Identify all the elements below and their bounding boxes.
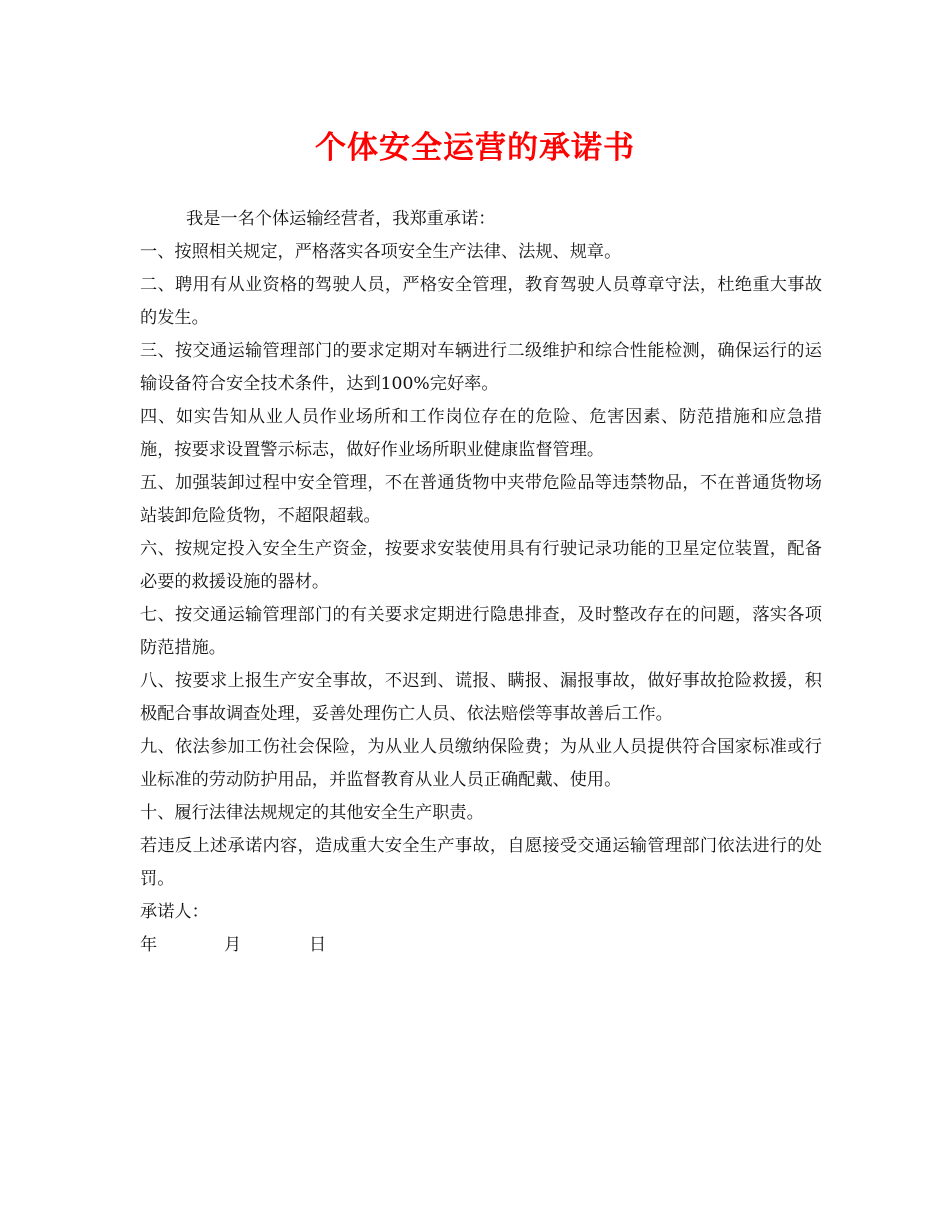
- intro-paragraph: 我是一名个体运输经营者，我郑重承诺：: [186, 209, 496, 229]
- date-year-label: 年: [140, 935, 158, 955]
- date-month-label: 月: [224, 935, 242, 955]
- commitment-item-1: 一、按照相关规定，严格落实各项安全生产法律、法规、规章。: [140, 242, 622, 262]
- commitment-item-4: 四、如实告知从业人员作业场所和工作岗位存在的危险、危害因素、防范措施和应急措施，按要求设置警示标志，做好作业场所职业健康监督管理。: [140, 407, 822, 460]
- commitment-item-3: 三、按交通运输管理部门的要求定期对车辆进行二级维护和综合性能检测，确保运行的运输设备符合安全技术条件，达到100%完好率。: [140, 341, 822, 394]
- commitment-item-2: 二、聘用有从业资格的驾驶人员，严格安全管理，教育驾驶人员尊章守法，杜绝重大事故的发生。: [140, 275, 822, 328]
- commitment-item-10: 十、履行法律法规规定的其他安全生产职责。: [140, 803, 484, 823]
- date-line: [140, 929, 822, 962]
- document-body: [140, 203, 822, 962]
- commitment-item-8: 八、按要求上报生产安全事故，不迟到、谎报、瞒报、漏报事故，做好事故抢险救援，积极配合事故调查处理，妥善处理伤亡人员、依法赔偿等事故善后工作。: [140, 671, 822, 724]
- commitment-item-7: 七、按交通运输管理部门的有关要求定期进行隐患排查，及时整改存在的问题，落实各项防范措施。: [140, 605, 822, 658]
- date-day-label: 日: [309, 935, 327, 955]
- closing-paragraph: 若违反上述承诺内容，造成重大安全生产事故，自愿接受交通运输管理部门依法进行的处罚。: [140, 836, 822, 889]
- commitment-item-6: 六、按规定投入安全生产资金，按要求安装使用具有行驶记录功能的卫星定位装置，配备必要的救援设施的器材。: [140, 539, 822, 592]
- signer-label: 承诺人：: [140, 902, 209, 922]
- document-title: 个体安全运营的承诺书: [315, 130, 635, 166]
- commitment-item-9: 九、依法参加工伤社会保险，为从业人员缴纳保险费；为从业人员提供符合国家标准或行业标准的劳动防护用品，并监督教育从业人员正确配戴、使用。: [140, 737, 822, 790]
- commitment-item-5: 五、加强装卸过程中安全管理，不在普通货物中夹带危险品等违禁物品，不在普通货物场站装卸危险货物，不超限超载。: [140, 473, 822, 526]
